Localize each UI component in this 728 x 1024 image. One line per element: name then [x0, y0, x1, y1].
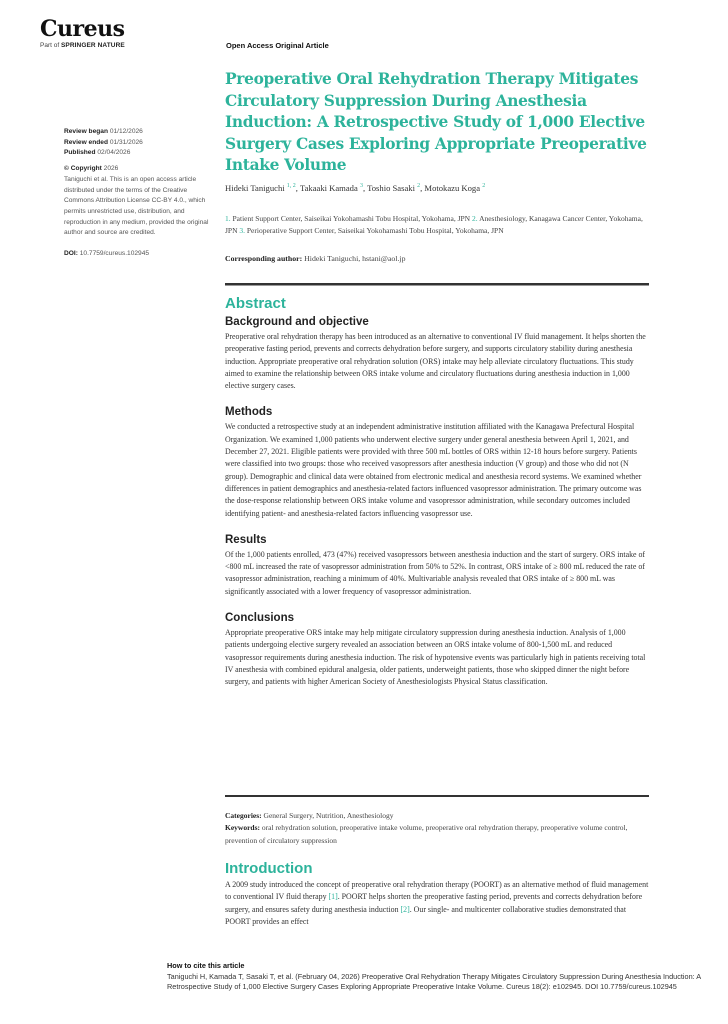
article-sidebar — [64, 127, 216, 265]
logo-sub-prefix: Part of — [40, 42, 60, 49]
copyright-block — [64, 164, 216, 239]
keywords-value: oral rehydration solution, preoperative intake volume, preoperative oral rehydration therapy, preoperative volume control, prevention of circulatory suppression — [225, 823, 628, 845]
reference-link[interactable]: [2] — [400, 904, 410, 914]
affiliations — [225, 213, 650, 238]
abstract-heading: Abstract — [225, 295, 286, 312]
author-name: Toshio Sasaki — [367, 183, 415, 193]
citation-text: Taniguchi H, Kamada T, Sasaki T, et al. (February 04, 2026) Preoperative Oral Rehydration Therapy Mitigates Circulatory Suppression During Anesthesia Induction: A Retrospective Study of 1,000 Elective Surgery Cases Exploring Appropriate Preoperative Intake Volume. Cureus 18(2): e102945. DOI 10.7759/cureus.102945 — [167, 971, 701, 992]
abstract-paragraph: We conducted a retrospective study at an independent administrative institution affiliated with the Kanagawa Prefectural Hospital Organization. We examined 1,000 patients who underwent elective surgery under general anesthesia between April 1, 2021, and December 27, 2021. Eligible patients were provided with three 500 mL bottles of ORS within 12-18 hours before surgery. Patients were classified into two groups: those who received vasopressors after anesthesia induction (V group) and those who did not (N group). Demographic and clinical data were obtained from electronic medical and anesthesia record systems. We examined whether differences in patient demographics and anesthesia-related factors influenced vasopressor administration. The primary outcome was the dose-response relationship between ORS intake volume and vasopressor administration, while secondary outcomes included identifying patient- and anesthesia-related factors influencing vasopressor use. — [225, 422, 642, 518]
copyright-label: © Copyright — [64, 165, 102, 173]
author-affiliation: 1, 2 — [286, 183, 296, 190]
intro-text: A 2009 study introduced the concept of preoperative oral rehydration therapy (POORT) as an alternative method of fluid management to conventional IV fluid therapy — [225, 880, 649, 902]
affiliation-text: Anesthesiology, Kanagawa Cancer Center, Yokohama, JPN — [225, 214, 643, 236]
logo-subtitle — [40, 42, 125, 49]
article-type: Open Access Original Article — [226, 41, 329, 50]
author[interactable] — [300, 183, 363, 193]
review-ended — [64, 138, 216, 149]
keywords-label: Keywords: — [225, 823, 260, 833]
author-affiliation: 2 — [482, 183, 486, 190]
affiliation-number: 2. — [471, 214, 478, 223]
author[interactable] — [225, 183, 296, 193]
author-list: Hideki Taniguchi $^{1, 2}$, Takaaki Kamada $^3$, Toshio Sasaki $^2$, Motokazu Koga $^2$ — [225, 183, 486, 193]
author-affiliation: 3 — [359, 183, 363, 190]
article-meta — [225, 810, 650, 847]
divider-bottom — [225, 795, 649, 797]
introduction-section — [225, 860, 650, 928]
review-began-label: Review began — [64, 128, 108, 135]
abstract-section — [225, 295, 650, 689]
cureus-logo[interactable] — [40, 17, 125, 49]
review-began — [64, 127, 216, 138]
reference-link[interactable]: [1] — [328, 892, 338, 902]
published-label: Published — [64, 149, 96, 157]
abstract-subheading: Conclusions — [225, 612, 295, 625]
citation-heading: How to cite this article — [167, 961, 245, 970]
abstract-paragraph: Preoperative oral rehydration therapy has been introduced as an alternative to conventional IV fluid management. It helps shorten the preoperative fasting period, prevents and corrects dehydration before surgery, and supports circulatory stability during anesthesia induction. Appropriate preoperative oral rehydration solution (ORS) intake may help alleviate circulatory fluctuations. This study aimed to examine the relationship between ORS intake volume and circulatory fluctuations during anesthesia induction in 1,000 elective surgery cases. — [225, 332, 646, 391]
intro-text: . Our single- and multicenter collaborative studies demonstrated that POORT provides an effect — [225, 904, 627, 926]
abstract-subheading: Methods — [225, 406, 273, 419]
citation-footer — [167, 961, 707, 993]
doi-block — [64, 249, 216, 260]
logo-sub-brand: SPRINGER NATURE — [60, 42, 125, 49]
keywords — [225, 822, 650, 847]
logo-wordmark: Cureus — [40, 16, 125, 42]
abstract-subheading: Results — [225, 533, 267, 546]
abstract-subheading: Background and objective — [225, 316, 369, 328]
divider-top — [225, 283, 649, 286]
categories-value[interactable]: General Surgery, Nutrition, Anesthesiology — [263, 811, 394, 820]
abstract-paragraph: Of the 1,000 patients enrolled, 473 (47%) received vasopressors between anesthesia induction and the start of surgery. ORS intake of <800 mL increased the rate of vasopressor administration from 50% to 52%. In contrast, ORS intake of ≥ 800 mL reduced the rate of vasopressor administration, reaching a minimum of 40%. Multivariable analysis revealed that ORS intake of ≥ 800 mL was significantly associated with a lower frequency of vasopressor administration. — [225, 549, 646, 596]
corresponding-value[interactable]: Hideki Taniguchi, hstani@aol.jp — [304, 254, 406, 263]
introduction-paragraph — [225, 879, 650, 928]
corresponding-label: Corresponding author: — [225, 254, 303, 263]
affiliation-text: Perioperative Support Center, Saiseikai Yokohamashi Tobu Hospital, Yokohama, JPN — [246, 226, 504, 236]
abstract-paragraph: Appropriate preoperative ORS intake may help mitigate circulatory suppression during anesthesia induction. Analysis of 1,000 patients undergoing elective surgery revealed an association between an ORS intake volume of 800-1,500 mL and reduced vasopressor requirements during anesthesia induction. The risk of hypotensive events was particularly high in patients receiving total IV anesthesia with combined epidural analgesia, older patients, underweight patients, those who skipped dinner the night before surgery, and patients with higher American Society of Anesthesiologists Physical Status classification. — [225, 628, 646, 687]
review-ended-value: 01/31/2026 — [109, 138, 143, 146]
affiliation-text: Patient Support Center, Saiseikai Yokohamashi Tobu Hospital, Yokohama, JPN — [232, 214, 471, 223]
affiliation-number: 3. — [239, 226, 246, 236]
published-date — [64, 148, 216, 159]
author-name: Takaaki Kamada — [299, 183, 358, 193]
doi-link[interactable]: 10.7759/cureus.102945 — [79, 250, 150, 258]
corresponding-author — [225, 254, 650, 263]
author[interactable] — [367, 183, 420, 193]
author-affiliation: 2 — [417, 183, 421, 190]
author-name: Hideki Taniguchi — [225, 183, 285, 193]
introduction-heading: Introduction — [225, 860, 313, 877]
license-text: Taniguchi et al. This is an open access article distributed under the terms of the Creative Commons Attribution License CC-BY 4.0., which permits unrestricted use, distribution, and reproduction in any medium, provided the original author and source are credited. — [64, 175, 209, 237]
published-value: 02/04/2026 — [97, 149, 131, 157]
categories-label: Categories: — [225, 811, 262, 820]
intro-text: . POORT helps shorten the preoperative fasting period, prevents and corrects dehydration before surgery, and ensures safety during anesthesia induction — [225, 892, 643, 914]
categories — [225, 810, 650, 822]
author[interactable] — [424, 183, 485, 193]
review-ended-label: Review ended — [64, 138, 108, 146]
copyright-year: 2026 — [103, 165, 119, 173]
review-dates — [64, 127, 216, 159]
article-title: Preoperative Oral Rehydration Therapy Mitigates Circulatory Suppression During Anesthesia Induction: A Retrospective Study of 1,000 Elective Surgery Cases Exploring Appropriate Preoperative Intake Volume — [225, 70, 647, 175]
affiliation-number: 1. — [225, 214, 231, 223]
review-began-value: 01/12/2026 — [109, 128, 143, 135]
author-name: Motokazu Koga — [424, 183, 481, 193]
doi-label: DOI: — [64, 250, 78, 258]
